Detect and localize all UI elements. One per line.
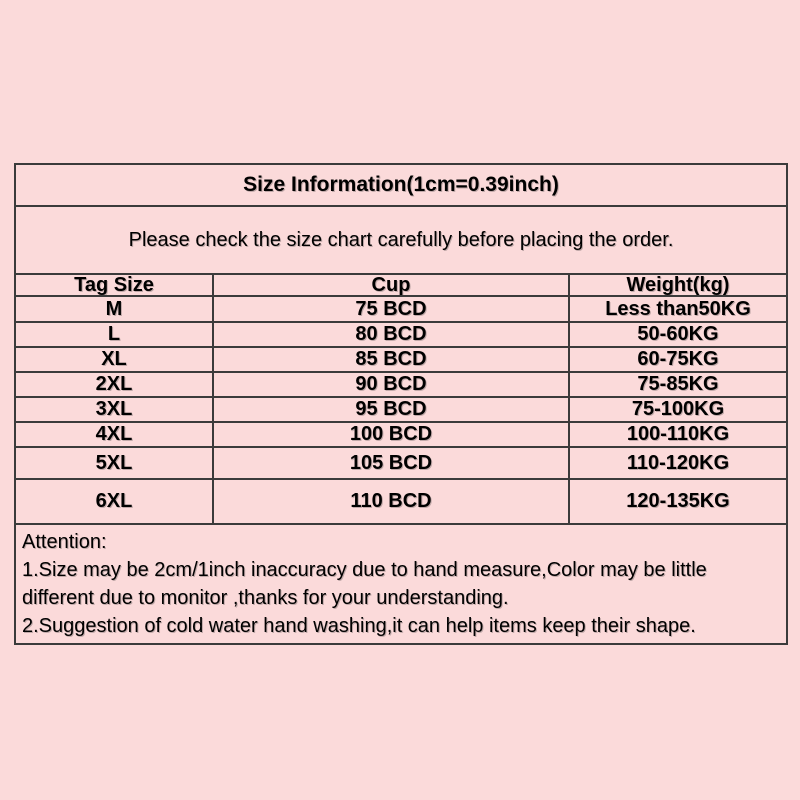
table-header-row xyxy=(15,274,787,296)
column-header-cup: Cup xyxy=(213,274,569,296)
cell-cup: 75 BCD xyxy=(213,296,569,322)
table-row xyxy=(15,372,787,397)
table-row xyxy=(15,322,787,347)
table-notice-row xyxy=(15,206,787,274)
size-chart-notice: Please check the size chart carefully before placing the order. xyxy=(15,206,787,274)
table-row xyxy=(15,479,787,524)
cell-tag-size: 5XL xyxy=(15,447,213,479)
attention-note xyxy=(15,524,787,644)
cell-weight: 100-110KG xyxy=(569,422,787,447)
size-chart-title: Size Information(1cm=0.39inch) xyxy=(15,164,787,206)
cell-cup: 85 BCD xyxy=(213,347,569,372)
table-row xyxy=(15,447,787,479)
cell-tag-size: 2XL xyxy=(15,372,213,397)
cell-weight: 60-75KG xyxy=(569,347,787,372)
attention-heading: Attention: xyxy=(22,531,107,553)
size-chart-table xyxy=(14,163,788,645)
cell-cup: 80 BCD xyxy=(213,322,569,347)
cell-tag-size: 3XL xyxy=(15,397,213,422)
cell-cup: 105 BCD xyxy=(213,447,569,479)
size-chart-container xyxy=(14,163,786,645)
cell-tag-size: XL xyxy=(15,347,213,372)
column-header-tag-size: Tag Size xyxy=(15,274,213,296)
cell-cup: 100 BCD xyxy=(213,422,569,447)
table-row xyxy=(15,422,787,447)
cell-tag-size: 4XL xyxy=(15,422,213,447)
cell-weight: 120-135KG xyxy=(569,479,787,524)
cell-weight: 75-100KG xyxy=(569,397,787,422)
cell-cup: 90 BCD xyxy=(213,372,569,397)
cell-weight: 75-85KG xyxy=(569,372,787,397)
cell-cup: 95 BCD xyxy=(213,397,569,422)
attention-line-2: 2.Suggestion of cold water hand washing,it can help items keep their shape. xyxy=(22,615,696,637)
table-row xyxy=(15,296,787,322)
cell-tag-size: L xyxy=(15,322,213,347)
attention-row xyxy=(15,524,787,644)
table-title-row xyxy=(15,164,787,206)
column-header-weight: Weight(kg) xyxy=(569,274,787,296)
cell-cup: 110 BCD xyxy=(213,479,569,524)
cell-weight: Less than50KG xyxy=(569,296,787,322)
cell-weight: 50-60KG xyxy=(569,322,787,347)
cell-tag-size: M xyxy=(15,296,213,322)
cell-weight: 110-120KG xyxy=(569,447,787,479)
table-row xyxy=(15,397,787,422)
attention-line-1: 1.Size may be 2cm/1inch inaccuracy due to hand measure,Color may be little different due to monitor ,thanks for your understanding. xyxy=(22,559,707,609)
cell-tag-size: 6XL xyxy=(15,479,213,524)
table-row xyxy=(15,347,787,372)
